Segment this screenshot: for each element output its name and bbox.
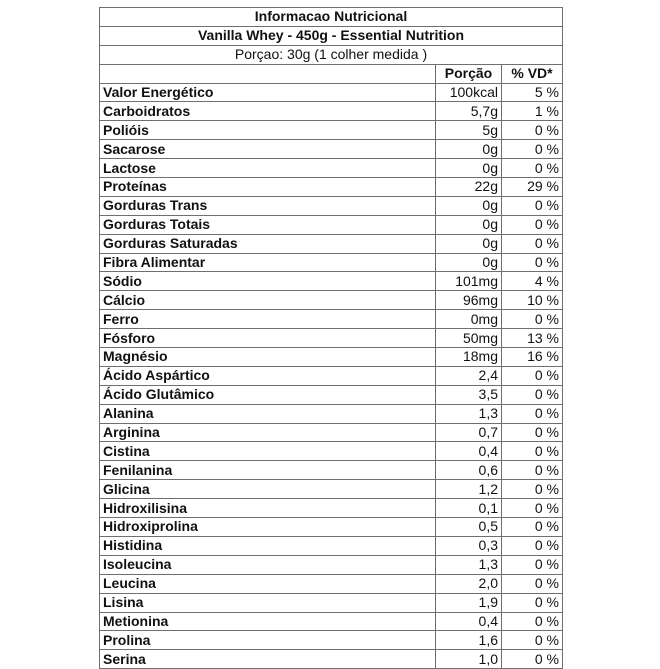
nutrient-name: Cálcio bbox=[100, 291, 436, 310]
table-row bbox=[100, 423, 563, 442]
nutrient-amount: 0g bbox=[436, 253, 502, 272]
table-row bbox=[100, 480, 563, 499]
nutrient-amount: 1,3 bbox=[436, 404, 502, 423]
nutrient-name: Isoleucina bbox=[100, 555, 436, 574]
table-row bbox=[100, 159, 563, 178]
nutrient-amount: 5g bbox=[436, 121, 502, 140]
nutrient-daily-value: 5 % bbox=[502, 83, 563, 102]
table-row bbox=[100, 348, 563, 367]
table-row bbox=[100, 385, 563, 404]
nutrient-daily-value: 0 % bbox=[502, 518, 563, 537]
nutrient-name: Gorduras Trans bbox=[100, 196, 436, 215]
nutrient-daily-value: 0 % bbox=[502, 593, 563, 612]
nutrient-amount: 1,0 bbox=[436, 650, 502, 669]
nutrient-daily-value: 0 % bbox=[502, 442, 563, 461]
nutrient-name: Proteínas bbox=[100, 178, 436, 197]
nutrient-amount: 1,3 bbox=[436, 555, 502, 574]
nutrient-daily-value: 0 % bbox=[502, 121, 563, 140]
nutrient-amount: 0,4 bbox=[436, 442, 502, 461]
nutrient-amount: 0g bbox=[436, 140, 502, 159]
nutrient-name: Fibra Alimentar bbox=[100, 253, 436, 272]
table-row bbox=[100, 102, 563, 121]
nutrient-daily-value: 0 % bbox=[502, 423, 563, 442]
nutrient-amount: 5,7g bbox=[436, 102, 502, 121]
nutrient-amount: 22g bbox=[436, 178, 502, 197]
table-row bbox=[100, 253, 563, 272]
nutrient-amount: 0g bbox=[436, 234, 502, 253]
nutrient-daily-value: 0 % bbox=[502, 385, 563, 404]
nutrition-table bbox=[99, 7, 563, 669]
table-row bbox=[100, 593, 563, 612]
nutrient-amount: 101mg bbox=[436, 272, 502, 291]
nutrient-name: Ácido Glutâmico bbox=[100, 385, 436, 404]
nutrient-name: Hidroxiprolina bbox=[100, 518, 436, 537]
table-row bbox=[100, 518, 563, 537]
nutrient-amount: 96mg bbox=[436, 291, 502, 310]
table-row bbox=[100, 499, 563, 518]
nutrient-name: Fósforo bbox=[100, 329, 436, 348]
nutrition-facts-sheet bbox=[99, 7, 562, 669]
table-row bbox=[100, 631, 563, 650]
nutrient-daily-value: 13 % bbox=[502, 329, 563, 348]
nutrient-daily-value: 10 % bbox=[502, 291, 563, 310]
nutrient-name: Lactose bbox=[100, 159, 436, 178]
table-row bbox=[100, 536, 563, 555]
product-name-row bbox=[100, 26, 563, 45]
nutrient-daily-value: 1 % bbox=[502, 102, 563, 121]
nutrient-amount: 0,6 bbox=[436, 461, 502, 480]
nutrient-amount: 2,4 bbox=[436, 366, 502, 385]
table-row bbox=[100, 83, 563, 102]
nutrient-amount: 50mg bbox=[436, 329, 502, 348]
nutrient-amount: 1,6 bbox=[436, 631, 502, 650]
nutrient-amount: 1,9 bbox=[436, 593, 502, 612]
nutrient-daily-value: 0 % bbox=[502, 140, 563, 159]
nutrient-amount: 0,4 bbox=[436, 612, 502, 631]
nutrient-name: Arginina bbox=[100, 423, 436, 442]
table-row bbox=[100, 272, 563, 291]
nutrient-daily-value: 0 % bbox=[502, 499, 563, 518]
table-row bbox=[100, 442, 563, 461]
nutrient-daily-value: 0 % bbox=[502, 366, 563, 385]
nutrient-daily-value: 0 % bbox=[502, 310, 563, 329]
nutrient-amount: 0,5 bbox=[436, 518, 502, 537]
nutrient-name: Carboidratos bbox=[100, 102, 436, 121]
nutrient-daily-value: 0 % bbox=[502, 215, 563, 234]
product-name: Vanilla Whey - 450g - Essential Nutrition bbox=[100, 26, 563, 45]
table-row bbox=[100, 366, 563, 385]
nutrient-daily-value: 0 % bbox=[502, 612, 563, 631]
nutrient-amount: 18mg bbox=[436, 348, 502, 367]
nutrient-amount: 1,2 bbox=[436, 480, 502, 499]
nutrient-daily-value: 16 % bbox=[502, 348, 563, 367]
nutrient-name: Fenilanina bbox=[100, 461, 436, 480]
nutrient-daily-value: 0 % bbox=[502, 555, 563, 574]
column-header-blank bbox=[100, 64, 436, 83]
nutrient-daily-value: 0 % bbox=[502, 574, 563, 593]
nutrient-name: Hidroxilisina bbox=[100, 499, 436, 518]
nutrient-name: Prolina bbox=[100, 631, 436, 650]
nutrient-name: Ácido Aspártico bbox=[100, 366, 436, 385]
table-row bbox=[100, 461, 563, 480]
table-row bbox=[100, 140, 563, 159]
table-row bbox=[100, 215, 563, 234]
nutrient-name: Lisina bbox=[100, 593, 436, 612]
nutrient-amount: 3,5 bbox=[436, 385, 502, 404]
table-row bbox=[100, 404, 563, 423]
nutrient-name: Sódio bbox=[100, 272, 436, 291]
nutrient-name: Magnésio bbox=[100, 348, 436, 367]
portion-size: Porçao: 30g (1 colher medida ) bbox=[100, 45, 563, 64]
column-header-amount: Porção bbox=[436, 64, 502, 83]
nutrient-amount: 0,7 bbox=[436, 423, 502, 442]
nutrient-amount: 0g bbox=[436, 159, 502, 178]
nutrient-name: Gorduras Totais bbox=[100, 215, 436, 234]
portion-row bbox=[100, 45, 563, 64]
table-row bbox=[100, 555, 563, 574]
nutrient-name: Serina bbox=[100, 650, 436, 669]
nutrient-daily-value: 0 % bbox=[502, 536, 563, 555]
nutrient-amount: 0,1 bbox=[436, 499, 502, 518]
nutrient-daily-value: 0 % bbox=[502, 234, 563, 253]
table-title-row bbox=[100, 8, 563, 27]
nutrient-name: Ferro bbox=[100, 310, 436, 329]
nutrient-name: Gorduras Saturadas bbox=[100, 234, 436, 253]
table-row bbox=[100, 234, 563, 253]
nutrient-name: Valor Energético bbox=[100, 83, 436, 102]
nutrient-name: Alanina bbox=[100, 404, 436, 423]
nutrient-amount: 100kcal bbox=[436, 83, 502, 102]
nutrient-amount: 2,0 bbox=[436, 574, 502, 593]
nutrient-name: Glicina bbox=[100, 480, 436, 499]
nutrient-daily-value: 0 % bbox=[502, 159, 563, 178]
nutrient-daily-value: 0 % bbox=[502, 253, 563, 272]
nutrient-daily-value: 0 % bbox=[502, 461, 563, 480]
table-row bbox=[100, 178, 563, 197]
nutrient-name: Histidina bbox=[100, 536, 436, 555]
table-row bbox=[100, 291, 563, 310]
nutrient-name: Leucina bbox=[100, 574, 436, 593]
nutrient-daily-value: 4 % bbox=[502, 272, 563, 291]
nutrient-daily-value: 0 % bbox=[502, 404, 563, 423]
nutrient-name: Sacarose bbox=[100, 140, 436, 159]
nutrient-daily-value: 29 % bbox=[502, 178, 563, 197]
nutrient-daily-value: 0 % bbox=[502, 480, 563, 499]
column-header-vd: % VD* bbox=[502, 64, 563, 83]
table-title: Informacao Nutricional bbox=[100, 8, 563, 27]
nutrient-name: Polióis bbox=[100, 121, 436, 140]
table-row bbox=[100, 196, 563, 215]
table-row bbox=[100, 121, 563, 140]
nutrient-name: Metionina bbox=[100, 612, 436, 631]
nutrition-table-body bbox=[100, 8, 563, 669]
table-row bbox=[100, 574, 563, 593]
nutrient-amount: 0g bbox=[436, 215, 502, 234]
nutrient-daily-value: 0 % bbox=[502, 196, 563, 215]
table-row bbox=[100, 329, 563, 348]
nutrient-daily-value: 0 % bbox=[502, 631, 563, 650]
table-row bbox=[100, 650, 563, 669]
nutrient-name: Cistina bbox=[100, 442, 436, 461]
nutrient-amount: 0g bbox=[436, 196, 502, 215]
nutrient-amount: 0mg bbox=[436, 310, 502, 329]
table-row bbox=[100, 612, 563, 631]
table-row bbox=[100, 310, 563, 329]
nutrient-daily-value: 0 % bbox=[502, 650, 563, 669]
column-header-row bbox=[100, 64, 563, 83]
nutrient-amount: 0,3 bbox=[436, 536, 502, 555]
